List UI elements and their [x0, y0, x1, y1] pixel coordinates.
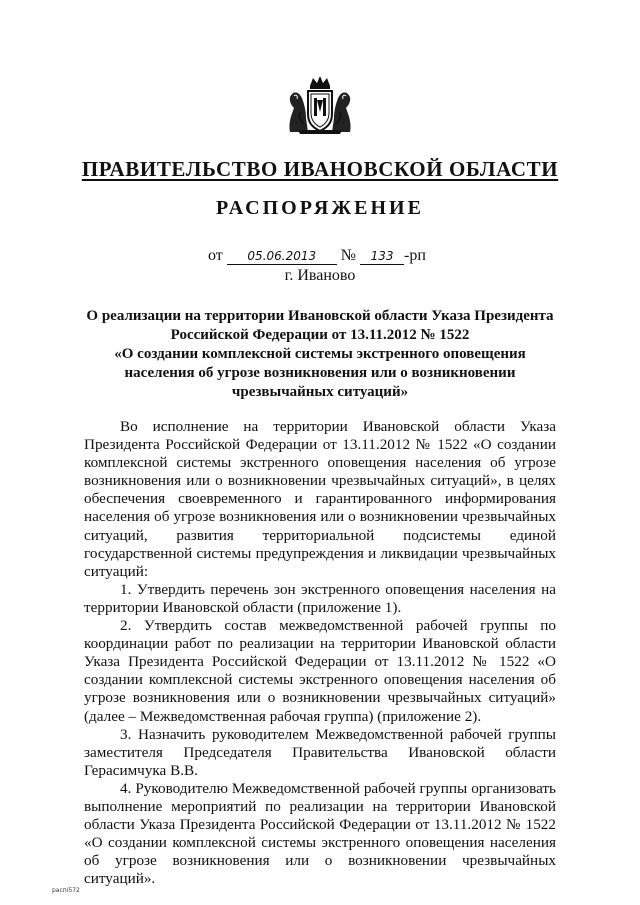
number-suffix: -рп [404, 247, 426, 264]
footer-code: распі572 [52, 887, 80, 894]
number-field: 133 [360, 248, 404, 265]
body-paragraph-preamble: Во исполнение на территории Ивановской области Указа Президента Российской Федерации от 13.11.2012 № 1522 «О создании комплексной системы экстренного оповещения населения об угрозе возникновения или о возникновении чрезвычайных ситуаций», в целях обеспечения своевременного и гарантированного информирования населения об угрозе возникновения или о возникновении чрезвычайных ситуаций, развития территориальной подсистемы единой государственной системы предупреждения и ликвидации чрезвычайных ситуаций: [84, 418, 556, 580]
heading-line: чрезвычайных ситуаций» [231, 384, 409, 400]
document-body [84, 418, 556, 888]
body-paragraph-item-4: 4. Руководителю Межведомственной рабочей группы организовать выполнение мероприятий по реализации на территории Ивановской области Указа Президента Российской Федерации от 13.11.2012 № 1522 «О создании комплексной системы экстренного оповещения населения об угрозе возникновения или о возникновении чрезвычайных ситуаций». [84, 779, 556, 888]
body-paragraph-item-2: 2. Утвердить состав межведомственной рабочей группы по координации работ по реализации на территории Ивановской области Указа Президента Российской Федерации от 13.11.2012 № 1522 «О создании комплексной системы экстренного оповещения населения об угрозе возникновения или о возникновении чрезвычайных ситуаций» (далее – Межведомственная рабочая группа) (приложение 2). [84, 617, 556, 725]
document-heading [70, 307, 570, 402]
city-name: г. Иваново [284, 267, 356, 284]
body-paragraph-item-3: 3. Назначить руководителем Межведомственной рабочей группы заместителя Председателя Правительства Ивановской области Герасимчука В.В. [84, 725, 556, 779]
date-prefix: от [208, 247, 223, 264]
coat-of-arms-icon [284, 74, 356, 136]
date-field: 05.06.2013 [227, 248, 337, 265]
heading-line: Российской Федерации от 13.11.2012 № 1522 [170, 327, 470, 343]
heading-line: населения об угрозе возникновения или о возникновении [124, 365, 516, 381]
date-number-line [208, 247, 426, 265]
government-title: ПРАВИТЕЛЬСТВО ИВАНОВСКОЙ ОБЛАСТИ [81, 157, 559, 181]
body-paragraph-item-1: 1. Утвердить перечень зон экстренного оповещения населения на территории Ивановской области (приложение 1). [84, 580, 556, 616]
heading-line: О реализации на территории Ивановской области Указа Президента [86, 308, 554, 324]
document-type: РАСПОРЯЖЕНИЕ [216, 197, 424, 219]
heading-line: «О создании комплексной системы экстренного оповещения [114, 346, 526, 362]
number-sign: № [340, 247, 357, 264]
